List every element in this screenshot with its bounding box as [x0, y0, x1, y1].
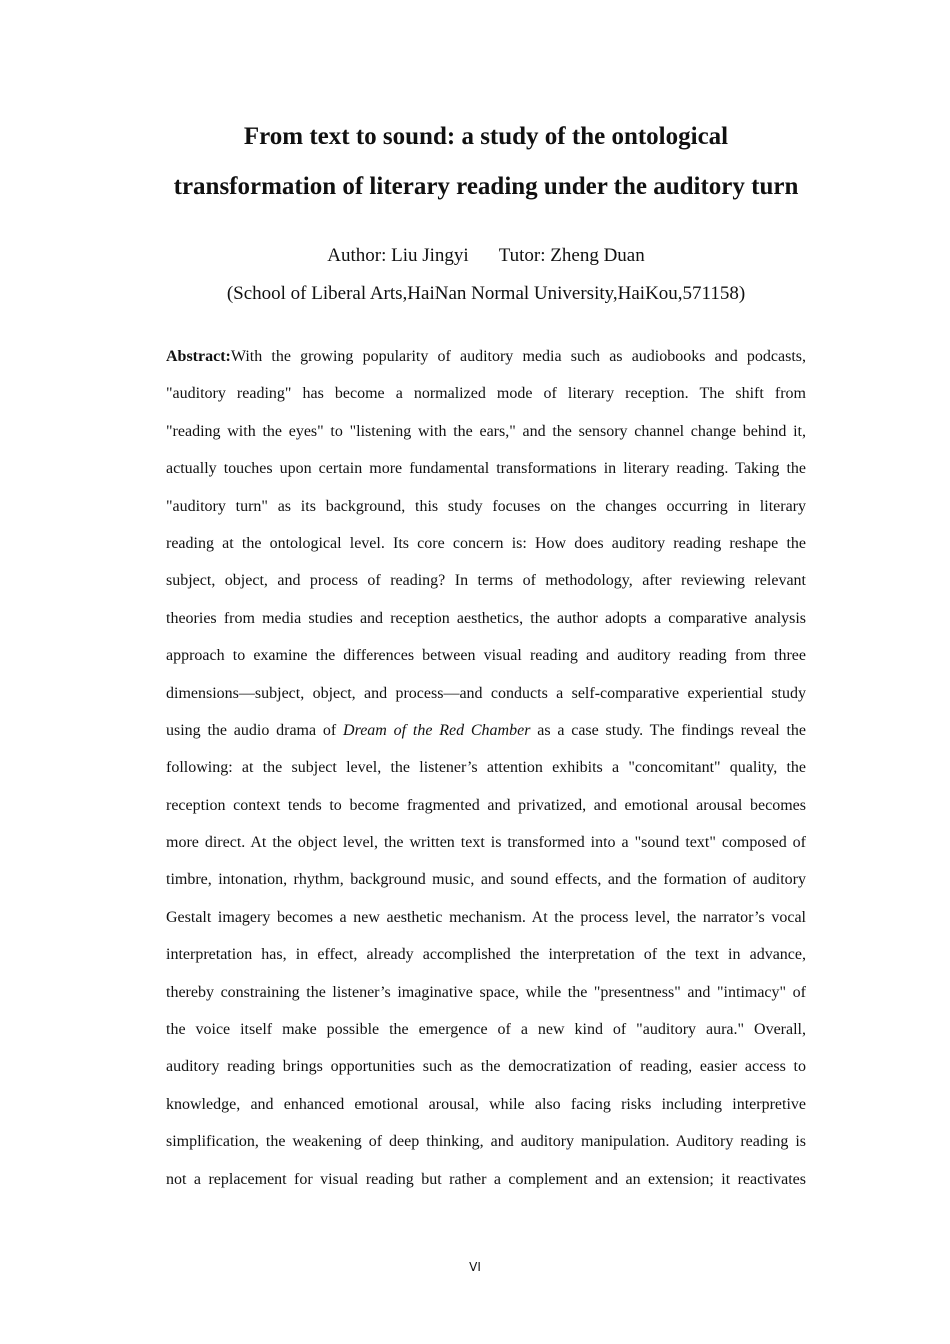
- abstract-line: using the audio drama of Dream of the Red Chamber as a case study. The findings reveal the: [166, 721, 806, 739]
- tutor-name: Tutor: Zheng Duan: [498, 245, 645, 266]
- affiliation: (School of Liberal Arts,HaiNan Normal University,HaiKou,571158): [226, 283, 746, 304]
- abstract-line: Abstract:With the growing popularity of auditory media such as audiobooks and podcasts,: [166, 348, 806, 365]
- abstract-line: actually touches upon certain more fundamental transformations in literary reading. Taking the: [166, 460, 806, 478]
- abstract-body: [166, 338, 806, 1198]
- author-line: [120, 242, 852, 270]
- abstract-line: dimensions—subject, object, and process—and conducts a self-comparative experiential study: [166, 684, 806, 702]
- paper-title-line-2: transformation of literary reading under the auditory turn: [173, 173, 799, 200]
- abstract-line: Gestalt imagery becomes a new aesthetic mechanism. At the process level, the narrator’s vocal: [166, 908, 806, 926]
- abstract-line: subject, object, and process of reading? In terms of methodology, after reviewing relevant: [166, 572, 806, 590]
- abstract-line: interpretation has, in effect, already accomplished the interpretation of the text in advance,: [166, 946, 806, 964]
- book-title: Dream of the Red Chamber: [343, 721, 531, 739]
- abstract-line: approach to examine the differences between visual reading and auditory reading from three: [166, 647, 806, 665]
- abstract-line: reception context tends to become fragmented and privatized, and emotional arousal becomes: [166, 796, 806, 814]
- abstract-line: not a replacement for visual reading but rather a complement and an extension; it reactivates: [166, 1170, 806, 1188]
- abstract-label: Abstract:: [166, 348, 231, 365]
- abstract-line: thereby constraining the listener’s imaginative space, while the "presentness" and "intimacy" of: [166, 983, 806, 1001]
- author-name: Author: Liu Jingyi: [327, 245, 469, 266]
- paper-title: [120, 112, 852, 212]
- abstract-line: the voice itself make possible the emergence of a new kind of "auditory aura." Overall,: [166, 1021, 806, 1039]
- abstract-line: "auditory turn" as its background, this study focuses on the changes occurring in literary: [166, 497, 806, 515]
- abstract-line: knowledge, and enhanced emotional arousal, while also facing risks including interpretive: [166, 1095, 806, 1113]
- abstract-line: "auditory reading" has become a normalized mode of literary reception. The shift from: [166, 385, 806, 403]
- abstract-line: auditory reading brings opportunities such as the democratization of reading, easier access to: [166, 1058, 806, 1076]
- abstract-line: simplification, the weakening of deep thinking, and auditory manipulation. Auditory reading is: [166, 1133, 806, 1151]
- abstract-line: "reading with the eyes" to "listening with the ears," and the sensory channel change behind it,: [166, 422, 806, 440]
- abstract-line: reading at the ontological level. Its core concern is: How does auditory reading reshape the: [166, 534, 806, 552]
- abstract-line: theories from media studies and reception aesthetics, the author adopts a comparative analysis: [166, 609, 806, 627]
- abstract-line: more direct. At the object level, the written text is transformed into a "sound text" composed of: [166, 834, 806, 852]
- abstract-line: following: at the subject level, the listener’s attention exhibits a "concomitant" quality, the: [166, 759, 806, 777]
- abstract-line: timbre, intonation, rhythm, background music, and sound effects, and the formation of auditory: [166, 871, 806, 889]
- page-number: VI: [469, 1260, 481, 1274]
- paper-title-line-1: From text to sound: a study of the ontological: [243, 123, 729, 150]
